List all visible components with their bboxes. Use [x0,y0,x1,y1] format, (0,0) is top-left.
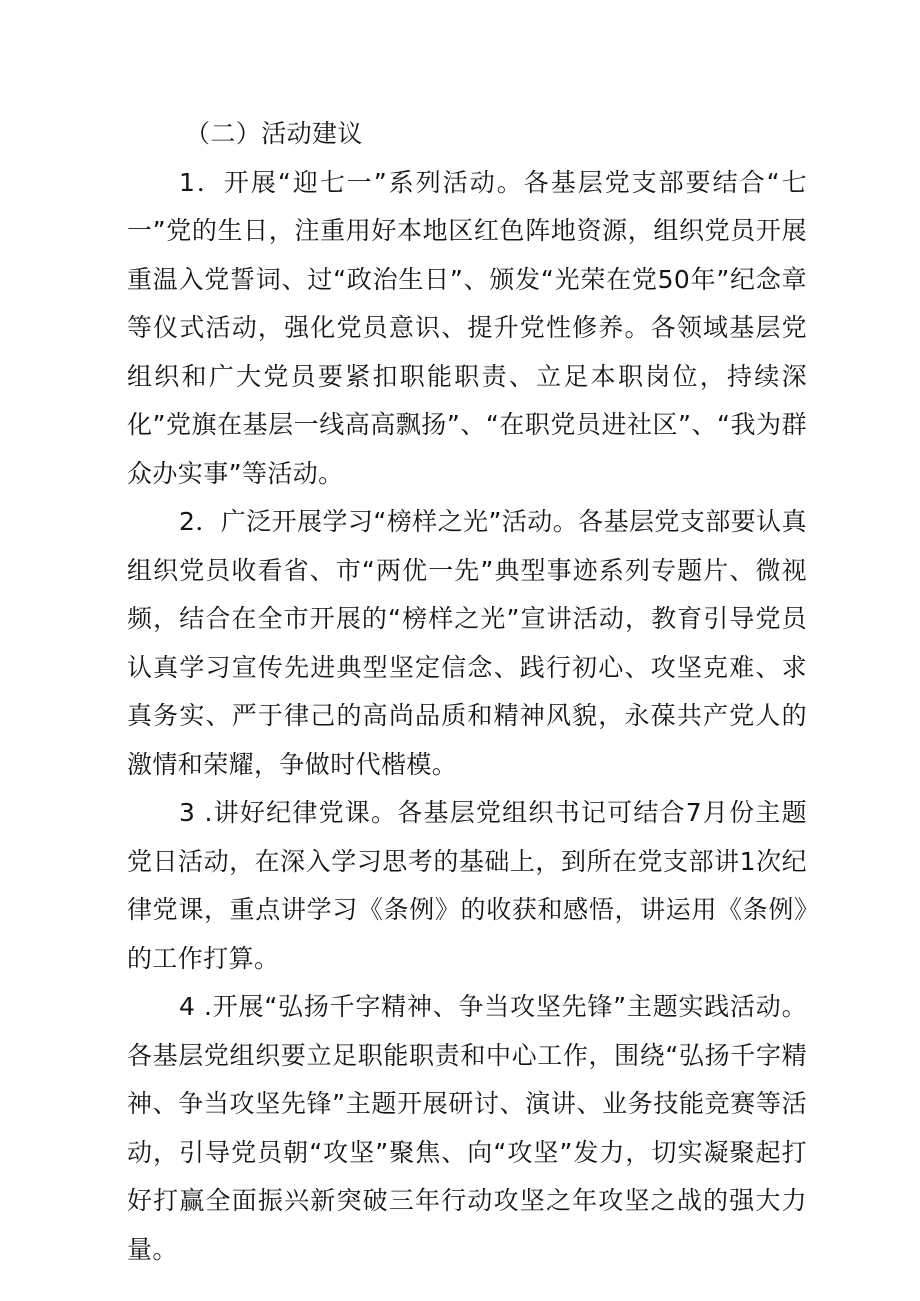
paragraph-2: 2．广泛开展学习“榜样之光”活动。各基层党支部要认真组织党员收看省、市“两优一先”典型事迹系列专题片、微视频，结合在全市开展的“榜样之光”宣讲活动，教育引导党员认真学习宣传先进典型坚定信念、践行初心、攻坚克难、求真务实、严于律己的高尚品质和精神风貌，永葆共产党人的激情和荣耀，争做时代楷模。 [127,507,807,779]
paragraph-3: 3 .讲好纪律党课。各基层党组织书记可结合7月份主题党日活动，在深入学习思考的基础上，到所在党支部讲1次纪律党课，重点讲学习《条例》的收获和感悟，讲运用《条例》的工作打算。 [127,798,807,973]
document-body [127,110,807,1274]
paragraph-1: 1．开展“迎七一”系列活动。各基层党支部要结合“七一”党的生日，注重用好本地区红色阵地资源，组织党员开展重温入党誓词、过“政治生日”、颁发“光荣在党50年”纪念章等仪式活动，强化党员意识、提升党性修养。各领域基层党组织和广大党员要紧扣职能职责、立足本职岗位，持续深化”党旗在基层一线高高飘扬”、“在职党员进社区”、“我为群众办实事”等活动。 [127,167,807,488]
section-heading: （二）活动建议 [185,119,363,148]
paragraph-4: 4 .开展“弘扬千字精神、争当攻坚先锋”主题实践活动。各基层党组织要立足职能职责和中心工作，围绕“弘扬千字精神、争当攻坚先锋”主题开展研讨、演讲、业务技能竞赛等活动，引导党员朝“攻坚”聚焦、向“攻坚”发力，切实凝聚起打好打赢全面振兴新突破三年行动攻坚之年攻坚之战的强大力量。 [127,992,807,1264]
